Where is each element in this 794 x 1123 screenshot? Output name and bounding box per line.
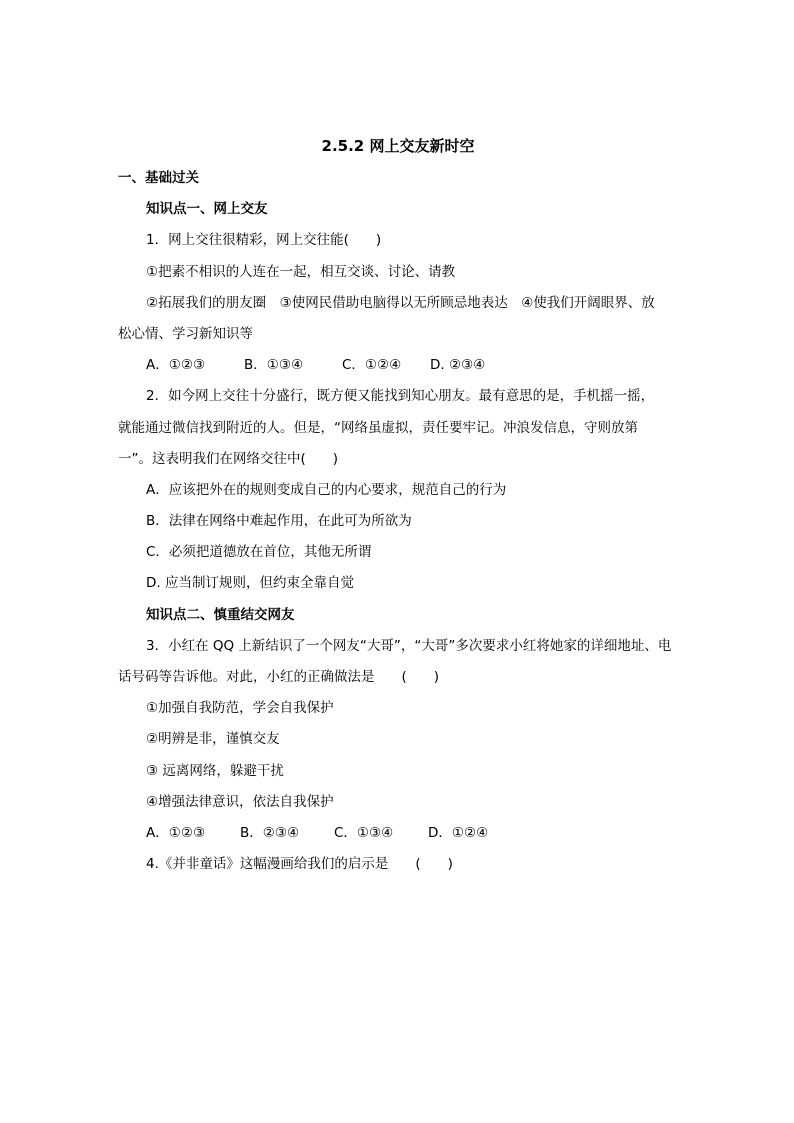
- option: B．①③④: [244, 357, 304, 374]
- statement: ①加强自我防范，学会自我保护: [146, 700, 334, 717]
- question-stem: 3．小红在 QQ 上新结识了一个网友“大哥”，“大哥”多次要求小红将她家的详细地址、电: [146, 637, 672, 654]
- statement: ②拓展我们的朋友圈 ③使网民借助电脑得以无所顾忌地表达 ④使我们开阔眼界、放: [146, 294, 655, 311]
- question-stem-continued: 一”。这表明我们在网络交往中( ): [118, 450, 339, 467]
- question-stem: 1．网上交往很精彩，网上交往能( ): [146, 232, 382, 249]
- option: D．①②④: [428, 824, 489, 841]
- option-row: [118, 350, 678, 381]
- option: C．①③④: [334, 824, 394, 841]
- question-stem-continued: 就能通过微信找到附近的人。但是，“网络虽虚拟，责任要牢记。冲浪发信息，守则放第: [118, 419, 638, 436]
- statement: ③ 远离网络，躲避干扰: [146, 762, 284, 779]
- option: B．法律在网络中难起作用，在此可为所欲为: [146, 513, 412, 530]
- statement-continued: 松心情、学习新知识等: [118, 325, 253, 342]
- option: A．①②③: [146, 357, 206, 374]
- option: B．②③④: [240, 824, 300, 841]
- option: D. ②③④: [430, 357, 486, 374]
- question-stem-continued: 话号码等告诉他。对此，小红的正确做法是 ( ): [118, 669, 440, 685]
- knowledge-point-heading: 知识点一、网上交友: [146, 201, 268, 218]
- option: A．应该把外在的规则变成自己的内心要求，规范自己的行为: [146, 481, 507, 498]
- option: C．必须把道德放在首位，其他无所谓: [146, 544, 372, 561]
- question-stem: 4.《并非童话》这幅漫画给我们的启示是 ( ): [146, 856, 453, 873]
- statement: ④增强法律意识，依法自我保护: [146, 793, 334, 810]
- option: A．①②③: [146, 824, 206, 841]
- document-body: [118, 133, 678, 880]
- option: D. 应当制订规则，但约束全靠自觉: [146, 575, 354, 592]
- statement: ①把素不相识的人连在一起，相互交谈、讨论、请教: [146, 263, 456, 280]
- statement: ②明辨是非，谨慎交友: [146, 731, 280, 748]
- option: C．①②④: [342, 357, 402, 374]
- knowledge-point-heading: 知识点二、慎重结交网友: [146, 606, 295, 623]
- page-title: 2.5.2 网上交友新时空: [321, 137, 475, 155]
- option-row: [118, 818, 678, 849]
- question-stem: 2．如今网上交往十分盛行，既方便又能找到知心朋友。最有意思的是，手机摇一摇，: [146, 388, 655, 405]
- section-heading: 一、基础过关: [118, 170, 199, 186]
